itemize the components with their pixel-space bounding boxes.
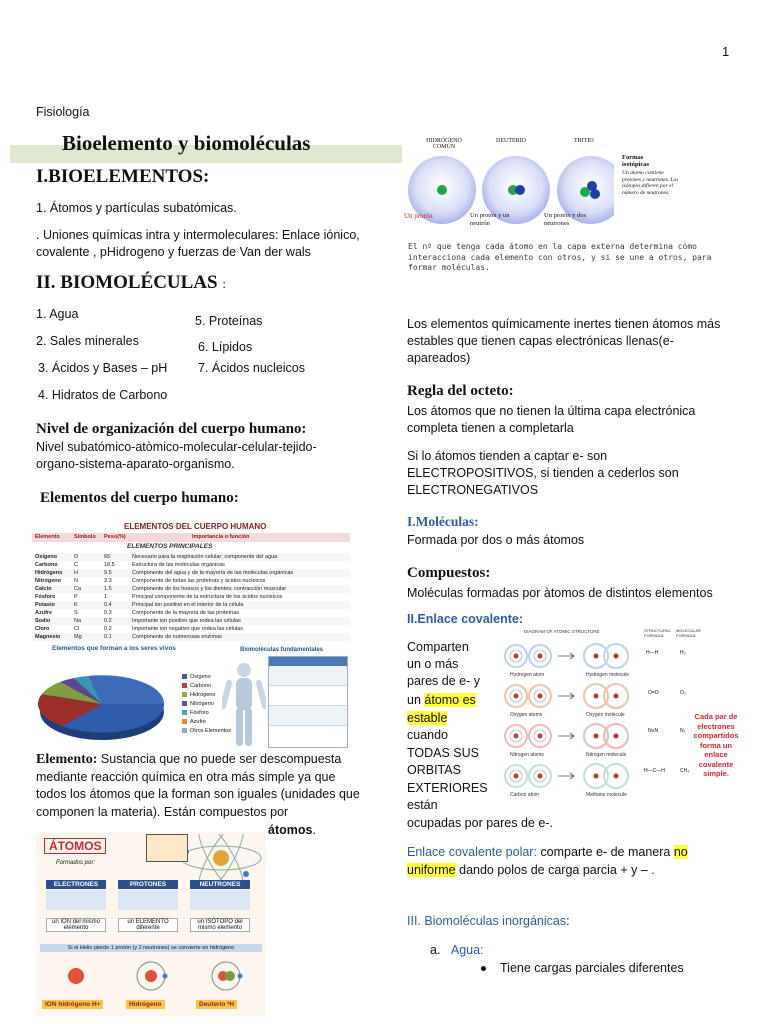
biomolecula-list-item: 6. Lípidos bbox=[198, 340, 253, 354]
particle-neutrones: NEUTRONES bbox=[190, 880, 250, 889]
biomoleculas-mini-table bbox=[268, 656, 348, 748]
legend-swatch bbox=[182, 728, 187, 733]
table-cell: 0.2 bbox=[104, 626, 112, 632]
result-isotopo: un ISÓTOPO del mismo elemento bbox=[190, 918, 250, 932]
body-elements-title: ELEMENTOS DEL CUERPO HUMANO bbox=[124, 522, 267, 531]
table-row bbox=[32, 561, 350, 569]
table-cell: Componente de todas las proteínas y ácidos nucleicos bbox=[132, 578, 266, 584]
legend-label: Oxígeno bbox=[190, 673, 211, 680]
agua-item: a. Agua: bbox=[430, 943, 484, 957]
col-molecular-label: MOLECULAR FORMULA bbox=[676, 628, 701, 638]
table-cell: S bbox=[74, 610, 78, 616]
table-cell: H bbox=[74, 570, 78, 576]
octeto-text: Los átomos que no tienen la última capa electrónica completa tienen a completarla bbox=[407, 404, 696, 435]
table-cell: 3.3 bbox=[104, 578, 112, 584]
atom-label: Carbon atom bbox=[510, 792, 539, 798]
isotopes-caption: El nº que tenga cada átomo en la capa externa determina cómo interacciona cada elemento con otros, y si se une a otros, para formar moléculas. bbox=[408, 242, 712, 272]
enlace-line: ocupadas por pares de e-. bbox=[407, 816, 553, 830]
table-row bbox=[32, 577, 350, 585]
legend-swatch bbox=[182, 692, 187, 697]
table-cell: 18.5 bbox=[104, 562, 115, 568]
enlace-line: un o más bbox=[407, 657, 459, 671]
biomolecula-list-item: 3. Ácidos y Bases – pH bbox=[38, 361, 168, 375]
table-cell: 65 bbox=[104, 554, 111, 560]
covalent-bond-figure bbox=[494, 628, 744, 808]
col-structural-label: STRUCTURAL FORMULA bbox=[644, 628, 671, 638]
biomoleculas-title: II. BIOMOLÉCULAS bbox=[36, 272, 218, 293]
col-importancia: Importancia o función bbox=[192, 534, 250, 540]
table-cell: Principal ion positivo en el interior de la célula bbox=[132, 602, 244, 608]
label-hidrogeno: HIDRÓGENO COMÚN bbox=[426, 138, 462, 150]
molecule-label: Nitrogen molecule bbox=[586, 752, 627, 758]
legend-swatch bbox=[182, 683, 187, 688]
table-cell: Hidrógeno bbox=[35, 570, 63, 576]
result-elemento: un ELEMENTO diferente bbox=[118, 918, 178, 932]
compuestos-heading: Compuestos: bbox=[407, 565, 491, 581]
table-cell: P bbox=[74, 594, 78, 600]
table-cell: Estructura de las moléculas orgánicas bbox=[132, 562, 225, 568]
table-cell: Azufre bbox=[35, 610, 53, 616]
table-cell: 0.1 bbox=[104, 634, 112, 640]
particle-protones: PROTONES bbox=[118, 880, 178, 889]
bottom-proton-neutron: Un protón y un neutrón bbox=[470, 212, 510, 227]
octeto-heading: Regla del octeto: bbox=[407, 383, 514, 399]
atom-icon bbox=[529, 725, 551, 747]
molecule-label: Hydrogen molecule bbox=[586, 672, 630, 678]
arrow-icon bbox=[558, 733, 574, 739]
table-cell: Componente de los huesos y los dientes; contracción muscular bbox=[132, 586, 287, 592]
pie-chart bbox=[32, 654, 202, 749]
covalent-diagram bbox=[494, 640, 644, 806]
table-cell: 0.2 bbox=[104, 618, 112, 624]
result-ion: un ION del mismo elemento bbox=[46, 918, 106, 932]
table-row bbox=[32, 601, 350, 609]
table-row bbox=[32, 625, 350, 633]
atom-icon bbox=[505, 765, 527, 787]
pie-title: Elementos que forman a los seres vivos bbox=[52, 645, 176, 652]
compuestos-text: Moléculas formadas por àtomos de distintos elementos bbox=[407, 586, 713, 600]
highlight-atomo-es: átomo es bbox=[424, 693, 476, 707]
table-row bbox=[32, 553, 350, 561]
electro-text: Si lo átomos tienden a captar e- son ELECTROPOSITIVOS, si tienden a cederlos son ELECTRONEGATIVOS bbox=[407, 449, 679, 497]
label-deuterio: DEUTERIO bbox=[496, 138, 526, 144]
table-cell: O bbox=[74, 554, 79, 560]
atomos-figure bbox=[36, 832, 266, 1016]
atom-label: Hydrogen atom bbox=[510, 672, 545, 678]
table-cell: 9.5 bbox=[104, 570, 112, 576]
table-header-row bbox=[32, 533, 350, 542]
footer-hidrogeno: Hidrógeno bbox=[126, 1000, 165, 1009]
table-cell: K bbox=[74, 602, 78, 608]
atom-diagram-icon bbox=[176, 834, 266, 882]
bullet-text: Tiene cargas parciales diferentes bbox=[500, 961, 684, 975]
table-row bbox=[32, 609, 350, 617]
elemento-term: Elemento: bbox=[36, 752, 98, 767]
atom-label: Oxygen atoms bbox=[510, 712, 543, 718]
biomolecula-list-item: 4. Hidratos de Carbono bbox=[38, 388, 168, 402]
section-biomoleculas-heading bbox=[36, 272, 226, 294]
enlace-line-highlight: un átomo es bbox=[407, 693, 476, 707]
bioelementos-item-2: . Uniones químicas intra y intermoleculares: Enlace iónico, covalente , pHidrogeno y fuerzas de Van der wals bbox=[36, 228, 360, 259]
isotopes-figure bbox=[404, 134, 734, 280]
formados-por-label: Formados por: bbox=[56, 860, 96, 866]
header-label: Fisiología bbox=[36, 105, 90, 119]
atom-icon bbox=[505, 685, 527, 707]
table-row bbox=[32, 633, 350, 641]
biomoleculas-colon: : bbox=[222, 276, 226, 291]
col-peso: Peso(%) bbox=[104, 534, 126, 540]
enlace-line: Comparten bbox=[407, 640, 469, 654]
legend-swatch bbox=[182, 701, 187, 706]
atom-icon bbox=[529, 765, 551, 787]
nivel-text: Nivel subatómico-atòmico-molecular-celular-tejido-organo-sistema-aparato-organismo. bbox=[36, 440, 317, 471]
footer-deuterio: Deuterio ²H bbox=[196, 1000, 237, 1009]
table-cell: Sodio bbox=[35, 618, 51, 624]
table-cell: Carbono bbox=[35, 562, 58, 568]
enlace-line: EXTERIORES bbox=[407, 781, 488, 795]
table-cell: Cl bbox=[74, 626, 80, 632]
table-row bbox=[32, 569, 350, 577]
polar-label: Enlace covalente polar: bbox=[407, 845, 537, 859]
legend-label: Nitrógeno bbox=[190, 700, 214, 707]
highlight-uniforme: uniforme bbox=[407, 863, 456, 877]
legend-label: Azufre bbox=[190, 718, 206, 725]
table-row bbox=[32, 593, 350, 601]
bullet-dot bbox=[481, 966, 486, 971]
legend-label: Fósforo bbox=[190, 709, 209, 716]
table-cell: Magnesio bbox=[35, 634, 61, 640]
inertes-paragraph: Los elementos químicamente inertes tienen átomos más estables que tienen capas electrónicas llenas(e-apareados) bbox=[407, 317, 721, 365]
table-cell: 0.3 bbox=[104, 610, 112, 616]
molecule-icon bbox=[584, 764, 628, 788]
molecule-icon bbox=[584, 644, 628, 668]
table-cell: N bbox=[74, 578, 78, 584]
atom-icon bbox=[529, 685, 551, 707]
legend-swatch bbox=[182, 719, 187, 724]
atom-icon bbox=[529, 645, 551, 667]
biomoleculas-figure-title: Biomoléculas fundamentales bbox=[240, 647, 324, 653]
table-cell: Na bbox=[74, 618, 82, 624]
enlace-line: TODAS SUS bbox=[407, 746, 480, 760]
table-cell: Necesario para la respiración celular; componente del agua bbox=[132, 554, 278, 560]
elemento-definition: Sustancia que no puede ser descompuesta mediante reacción química en otra más simple ya que todos los átomos que la forman son iguales (unidades que componen la materia). Están compuestos por bbox=[36, 752, 360, 819]
particle-electrones: ELECTRONES bbox=[46, 880, 106, 889]
table-cell: Importante ion negativo que rodea las células bbox=[132, 626, 243, 632]
table-cell: Oxígeno bbox=[35, 554, 58, 560]
legend-label: Carbono bbox=[190, 682, 212, 689]
legend-label: Otros Elementos bbox=[190, 727, 231, 734]
rect-box bbox=[146, 834, 188, 862]
table-cell: Calcio bbox=[35, 586, 52, 592]
elementos-heading: Elementos del cuerpo humano: bbox=[40, 490, 239, 506]
table-cell: 1 bbox=[104, 594, 108, 600]
table-row bbox=[32, 617, 350, 625]
moleculas-text: Formada por dos o más átomos bbox=[407, 533, 585, 547]
table-cell: Componente de la mayoría de las proteínas bbox=[132, 610, 240, 616]
label-tritio: TRITIO bbox=[574, 138, 594, 144]
table-row bbox=[32, 585, 350, 593]
biomolecula-list-item: 7. Ácidos nucleicos bbox=[198, 361, 306, 375]
biomolecula-list-item: 1. Agua bbox=[36, 307, 79, 321]
table-cell: Componente de numerosas enzimas bbox=[132, 634, 222, 640]
bioelementos-item-1: 1. Átomos y partículas subatómicas. bbox=[36, 201, 237, 215]
agua-label: Agua: bbox=[450, 943, 484, 957]
enlace-covalente-heading: II.Enlace covalente: bbox=[407, 612, 524, 626]
table-cell: Importante ion positivo que rodea las células bbox=[132, 618, 241, 624]
col-elemento: Elemento bbox=[35, 534, 60, 540]
table-cell: Componente del agua y de la mayoría de las moléculas orgánicas bbox=[132, 570, 294, 576]
molecular-o2: O₂ bbox=[680, 690, 686, 696]
helio-line: Si el Helio pierde 1 protón (y 2 neutrones) se convierte en hidrógeno bbox=[40, 944, 262, 952]
table-cell: Potasio bbox=[35, 602, 55, 608]
table-cell: Nitrógeno bbox=[35, 578, 61, 584]
atomos-figure-title: ÁTOMOS bbox=[44, 838, 106, 854]
formula-n2: N≡N bbox=[648, 728, 659, 734]
enlace-line: cuando bbox=[407, 728, 449, 742]
atom-icon bbox=[505, 645, 527, 667]
human-body-icon bbox=[222, 660, 266, 750]
covalent-red-note: Cada par de electrones compartidos forma un enlace covalente simple. bbox=[693, 712, 739, 778]
arrow-icon bbox=[558, 773, 574, 779]
col-simbolo: Símbolo bbox=[74, 534, 96, 540]
section-bioelementos-heading: I.BIOELEMENTOS: bbox=[36, 166, 210, 187]
enlace-line-highlight bbox=[407, 710, 447, 727]
enlace-line: están bbox=[407, 798, 438, 812]
table-cell: Principal componente de la estructura de los ácidos nucleicos bbox=[132, 594, 283, 600]
elemento-paragraph bbox=[36, 751, 366, 821]
atom-examples-icon bbox=[41, 956, 261, 996]
body-elements-figure bbox=[32, 520, 350, 750]
molecular-ch4: CH₄ bbox=[680, 768, 690, 774]
atomos-word: átomos. bbox=[268, 823, 316, 837]
table-cell: Ca bbox=[74, 586, 82, 592]
table-cell: C bbox=[74, 562, 78, 568]
formula-ch4: H—C—H bbox=[644, 768, 665, 774]
legend-swatch bbox=[182, 710, 187, 715]
atom-icon bbox=[505, 725, 527, 747]
molecule-icon bbox=[584, 724, 628, 748]
elements-table bbox=[32, 553, 350, 641]
highlight-no: no bbox=[673, 845, 688, 859]
footer-ion-h: ION hidrógeno H+ bbox=[42, 1000, 103, 1009]
formula-h2: H—H bbox=[646, 650, 659, 656]
page-title: Bioelemento y biomoléculas bbox=[62, 131, 311, 155]
highlight-estable: estable bbox=[407, 711, 448, 725]
arrow-icon bbox=[558, 653, 574, 659]
moleculas-heading: I.Moléculas: bbox=[407, 514, 479, 529]
molecule-label: Methane molecule bbox=[586, 792, 627, 798]
bottom-un-proton: Un protón bbox=[404, 212, 433, 220]
molecule-icon bbox=[584, 684, 628, 708]
enlace-line: ORBITAS bbox=[407, 763, 461, 777]
biomolecula-list-item: 5. Proteínas bbox=[195, 314, 263, 328]
table-cell: 0.4 bbox=[104, 602, 112, 608]
page-number: 1 bbox=[722, 44, 730, 59]
biomolecula-list-item: 2. Sales minerales bbox=[36, 334, 139, 348]
table-cell: Cloro bbox=[35, 626, 50, 632]
legend-label: Hidrógeno bbox=[190, 691, 216, 698]
arrow-icon bbox=[558, 693, 574, 699]
formula-o2: O=O bbox=[648, 690, 659, 696]
inorganicas-heading: III. Biomoléculas inorgánicas: bbox=[407, 914, 570, 928]
covalent-figure-title: DIAGRAM OF ATOMIC STRUCTURE bbox=[524, 629, 600, 634]
table-cell: Fósforo bbox=[35, 594, 56, 600]
legend-swatch bbox=[182, 674, 187, 679]
bottom-proton-dos-neutrones: Un protón y dos neutrones bbox=[544, 212, 587, 227]
table-cell: Mg bbox=[74, 634, 82, 640]
molecular-h2: H₂ bbox=[680, 650, 686, 656]
molecule-label: Oxygen molecule bbox=[586, 712, 625, 718]
table-subtitle: ELEMENTOS PRINCIPALES bbox=[127, 543, 213, 550]
enlace-line: pares de e- y bbox=[407, 674, 480, 688]
nivel-heading: Nivel de organización del cuerpo humano: bbox=[36, 421, 307, 437]
atom-label: Nitrogen atoms bbox=[510, 752, 544, 758]
formas-note: Un átomo contiene protones y neutrones. Los isótopos difieren por el número de neutrones. bbox=[622, 170, 679, 196]
table-cell: 1.5 bbox=[104, 586, 112, 592]
polar-paragraph: Enlace covalente polar: comparte e- de manera no uniforme dando polos de carga parcia + y – . bbox=[407, 845, 688, 877]
molecular-n2: N₂ bbox=[680, 728, 686, 734]
formas-isotopicas-label: Formas isotópicas bbox=[622, 154, 650, 168]
